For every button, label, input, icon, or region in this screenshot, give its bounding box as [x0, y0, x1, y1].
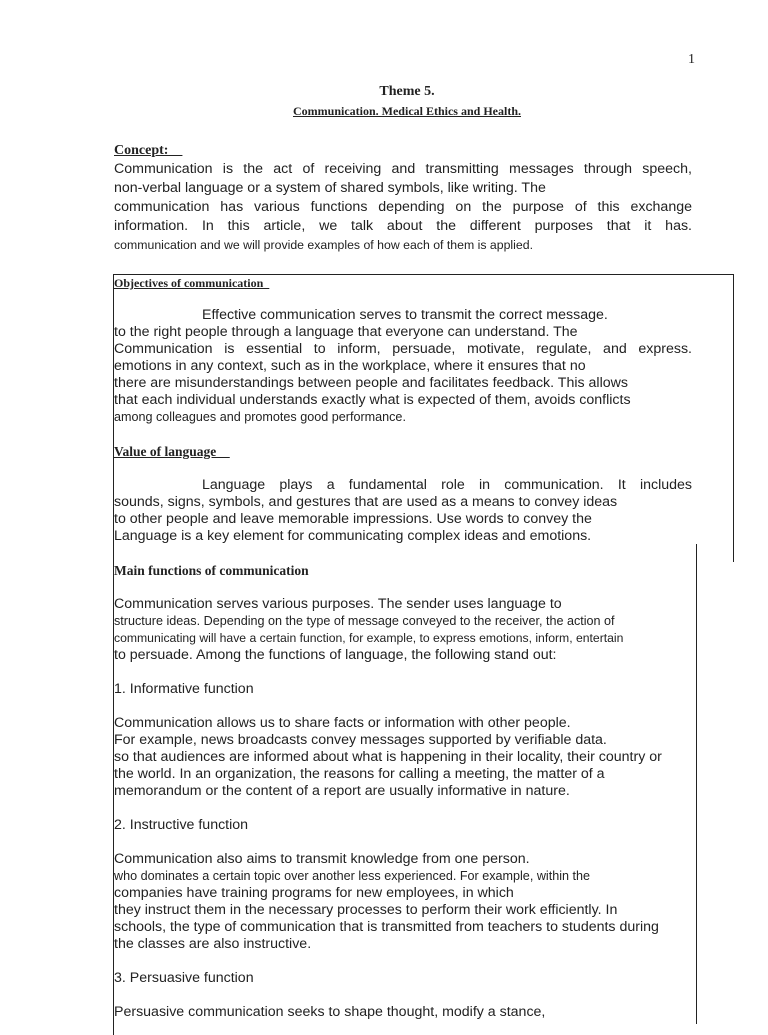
- objectives-paragraph: [114, 307, 692, 426]
- document-title: Theme 5.: [379, 84, 435, 99]
- persuasive-paragraph: [114, 1004, 692, 1021]
- informative-paragraph: [114, 715, 692, 800]
- document-header: [0, 84, 768, 120]
- functions-line: to persuade. Among the functions of language, the following stand out:: [114, 647, 557, 663]
- instructive-paragraph: [114, 851, 692, 953]
- informative-heading: 1. Informative function: [114, 681, 254, 697]
- page-number: 1: [688, 52, 695, 67]
- objectives-line: there are misunderstandings between people and facilitates feedback. This allows: [114, 375, 628, 391]
- instructive-line: they instruct them in the necessary processes to perform their work efficiently. In: [114, 902, 618, 918]
- concept-paragraph: [114, 160, 692, 254]
- concept-line: non-verbal language or a system of shared symbols, like writing. The: [114, 180, 546, 196]
- instructive-line: schools, the type of communication that is transmitted from teachers to students during: [114, 919, 659, 935]
- objectives-heading: Objectives of communication: [114, 276, 270, 290]
- functions-line: Communication serves various purposes. The sender uses language to: [114, 596, 562, 612]
- objectives-line: Effective communication serves to transmit the correct message.: [202, 307, 608, 323]
- informative-line: Communication allows us to share facts or information with other people.: [114, 715, 571, 731]
- concept-line: communication has various functions depending on the purpose of this exchange: [114, 199, 692, 215]
- objectives-line: that each individual understands exactly what is expected of them, avoids conflicts: [114, 392, 631, 408]
- persuasive-line: Persuasive communication seeks to shape thought, modify a stance,: [114, 1004, 546, 1020]
- box-right-border-lower: [696, 544, 697, 1024]
- functions-line: structure ideas. Depending on the type of message conveyed to the receiver, the action of: [114, 614, 615, 628]
- document-subtitle: Communication. Medical Ethics and Health.: [292, 104, 521, 118]
- informative-line: memorandum or the content of a report are usually informative in nature.: [114, 783, 570, 799]
- instructive-line: Communication also aims to transmit knowledge from one person.: [114, 851, 530, 867]
- value-line: Language plays a fundamental role in communication. It includes: [202, 477, 692, 493]
- objectives-line: emotions in any context, such as in the workplace, where it ensures that no: [114, 358, 586, 374]
- informative-line: the world. In an organization, the reasons for calling a meeting, the matter of a: [114, 766, 605, 782]
- functions-line: communicating will have a certain function, for example, to express emotions, inform, entertain: [114, 631, 624, 645]
- main-content: [114, 275, 692, 1021]
- instructive-heading: 2. Instructive function: [114, 817, 249, 833]
- concept-section: [114, 142, 692, 254]
- instructive-line: who dominates a certain topic over another less experienced. For example, within the: [114, 869, 591, 883]
- informative-line: so that audiences are informed about what is happening in their locality, their country or: [114, 749, 662, 765]
- box-right-border-upper: [733, 274, 734, 562]
- value-paragraph: [114, 477, 692, 545]
- instructive-line: the classes are also instructive.: [114, 936, 312, 952]
- concept-line: information. In this article, we talk about the different purposes that it has.: [114, 218, 692, 234]
- objectives-line: Communication is essential to inform, persuade, motivate, regulate, and express.: [114, 341, 692, 357]
- objectives-line: to the right people through a language that everyone can understand. The: [114, 324, 578, 340]
- functions-paragraph: [114, 596, 692, 664]
- value-line: sounds, signs, symbols, and gestures that are used as a means to convey ideas: [114, 494, 618, 510]
- informative-line: For example, news broadcasts convey messages supported by verifiable data.: [114, 732, 607, 748]
- value-line: Language is a key element for communicating complex ideas and emotions.: [114, 528, 592, 544]
- concept-line: Communication is the act of receiving and transmitting messages through speech,: [114, 161, 692, 177]
- persuasive-heading: 3. Persuasive function: [114, 970, 254, 986]
- objectives-line: among colleagues and promotes good performance.: [114, 410, 406, 424]
- functions-heading: Main functions of communication: [114, 563, 309, 578]
- concept-line: communication and we will provide examples of how each of them is applied.: [114, 238, 533, 252]
- instructive-line: companies have training programs for new employees, in which: [114, 885, 514, 901]
- concept-heading: Concept:: [114, 143, 183, 158]
- value-line: to other people and leave memorable impressions. Use words to convey the: [114, 511, 592, 527]
- value-heading: Value of language: [114, 444, 230, 459]
